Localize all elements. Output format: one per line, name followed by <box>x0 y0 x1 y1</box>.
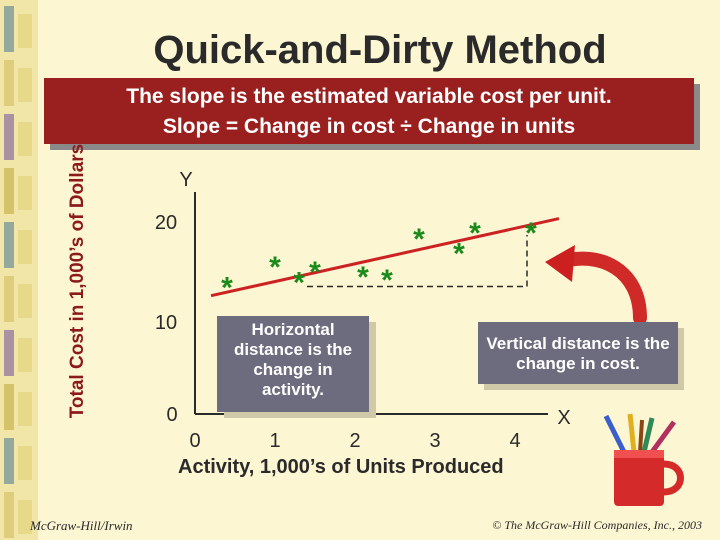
data-point: * <box>381 264 393 298</box>
footer-copyright: © The McGraw-Hill Companies, Inc., 2003 <box>492 518 702 532</box>
data-point: * <box>293 266 305 300</box>
data-point: * <box>269 250 281 284</box>
pencil-cup-illustration <box>594 412 704 512</box>
x-tick-label: 3 <box>429 430 441 452</box>
data-point: * <box>309 256 321 289</box>
x-axis-letter: X <box>557 407 571 429</box>
vertical-callout-arrowhead <box>545 245 575 282</box>
banner-line-2: Slope = Change in cost ÷ Change in units <box>162 115 576 138</box>
footer-publisher: McGraw-Hill/Irwin <box>30 518 133 533</box>
y-tick-label: 10 <box>154 312 178 334</box>
horizontal-callout: Horizontal distance is the change in activity. <box>217 316 369 412</box>
x-tick-label: 2 <box>349 430 361 452</box>
x-tick-label: 4 <box>509 430 521 452</box>
data-point: * <box>357 261 369 295</box>
banner-line-1: The slope is the estimated variable cost per unit. <box>126 85 612 108</box>
data-point: * <box>221 271 233 305</box>
y-tick-label: 20 <box>154 212 178 234</box>
vertical-callout: Vertical distance is the change in cost. <box>478 322 678 384</box>
y-axis-letter: Y <box>179 169 193 191</box>
data-point: * <box>413 223 425 257</box>
x-tick-label: 1 <box>269 430 281 452</box>
x-tick-label: 0 <box>189 430 201 452</box>
data-point: * <box>525 216 537 250</box>
y-axis-title: Total Cost in 1,000’s of Dollars <box>67 143 88 419</box>
data-point: * <box>453 237 465 271</box>
x-axis-title: Activity, 1,000’s of Units Produced <box>178 456 504 478</box>
slide-title: Quick-and-Dirty Method <box>153 28 607 72</box>
y-tick-label: 0 <box>166 404 178 426</box>
data-point: * <box>469 216 481 250</box>
